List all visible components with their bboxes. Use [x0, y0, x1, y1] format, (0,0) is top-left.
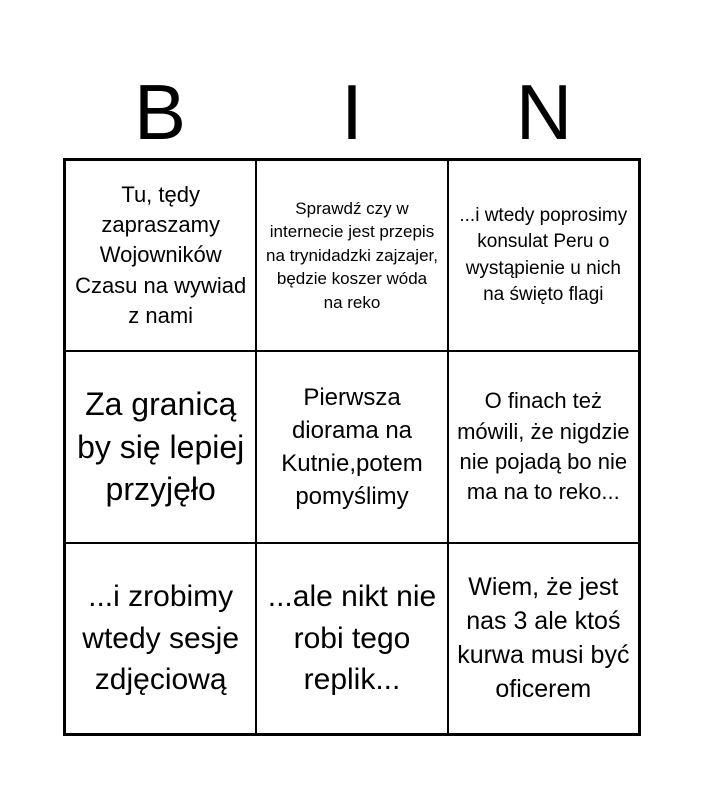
header-letter-i: I — [341, 68, 363, 156]
bingo-cell-text: Sprawdź czy w internecie jest przepis na trynidadzki zajzajer, będzie koszer wóda na reko — [266, 199, 438, 312]
bingo-cell-text: Pierwsza diorama na Kutnie,potem pomyślimy — [281, 383, 423, 511]
bingo-cell-4[interactable] — [65, 351, 256, 542]
header-letter-b: B — [133, 68, 187, 156]
bingo-header — [64, 68, 640, 156]
bingo-cell-1[interactable] — [65, 160, 256, 351]
bingo-cell-2[interactable] — [256, 160, 447, 351]
bingo-cell-3[interactable] — [448, 160, 639, 351]
bingo-cell-6[interactable] — [448, 351, 639, 542]
bingo-cell-5[interactable] — [256, 351, 447, 542]
bingo-cell-text: Wiem, że jest nas 3 ale ktoś kurwa musi być oficerem — [457, 573, 630, 704]
bingo-cell-text: Tu, tędy zapraszamy Wojowników Czasu na wywiad z nami — [75, 181, 247, 329]
bingo-cell-text: O finach też mówili, że nigdzie nie pojadą bo nie ma na to reko... — [457, 388, 630, 505]
bingo-grid — [63, 158, 641, 736]
bingo-cell-9[interactable] — [448, 543, 639, 734]
bingo-cell-text: Za granicą by się lepiej przyjęło — [77, 386, 245, 508]
bingo-cell-text: ...ale nikt nie robi tego replik... — [267, 580, 437, 697]
bingo-cell-text: ...i wtedy poprosimy konsulat Peru o wystąpienie u nich na święto flagi — [459, 205, 628, 305]
bingo-cell-7[interactable] — [65, 543, 256, 734]
bingo-cell-text: ...i zrobimy wtedy sesje zdjęciową — [82, 580, 240, 697]
header-letter-n: N — [515, 68, 573, 156]
bingo-cell-8[interactable] — [256, 543, 447, 734]
